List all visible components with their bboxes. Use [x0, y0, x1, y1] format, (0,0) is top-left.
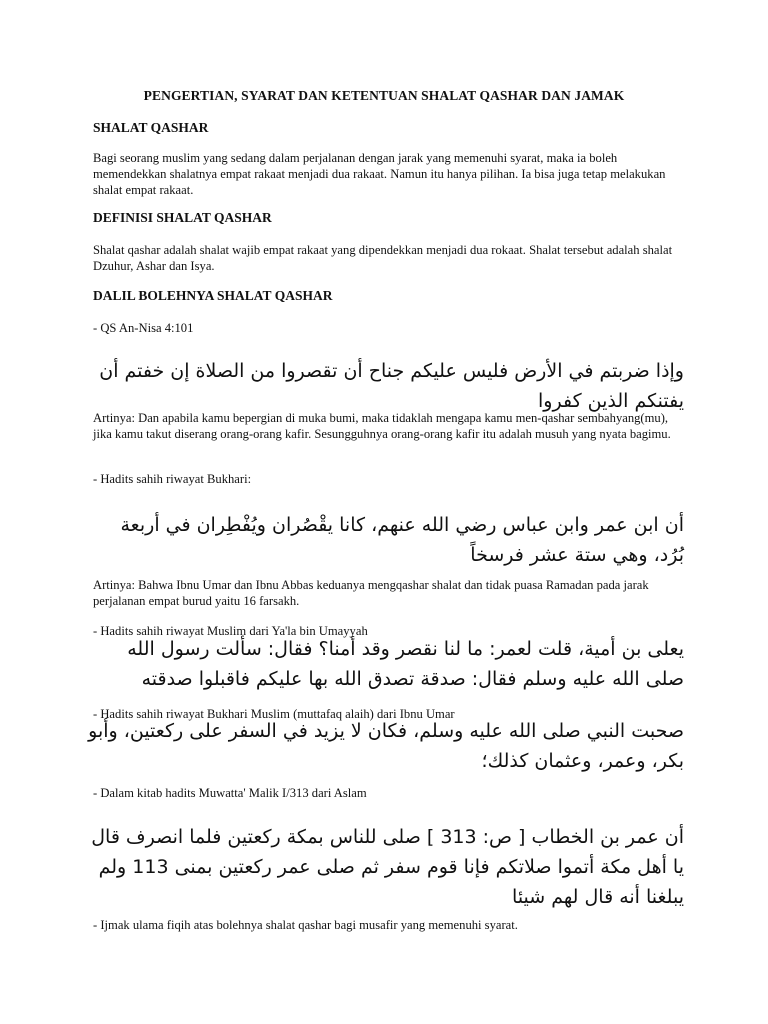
dalil-1-translation: Artinya: Dan apabila kamu bepergian di muka bumi, maka tidaklah mengapa kamu men-qashar sembahyang(mu), jika kamu takut diserang orang-orang kafir. Sesungguhnya orang-orang kafir itu adalah musuh yang nyata bagimu. [93, 411, 671, 441]
intro-paragraph: Bagi seorang muslim yang sedang dalam perjalanan dengan jarak yang memenuhi syarat, maka ia boleh memendekkan shalatnya empat rakaat menjadi dua rakaat. Namun itu hanya pilihan. Ia bisa juga tetap melakukan shalat empat rakaat. [93, 151, 666, 197]
document-title: PENGERTIAN, SYARAT DAN KETENTUAN SHALAT QASHAR DAN JAMAK [143, 88, 625, 103]
dalil-2-translation: Artinya: Bahwa Ibnu Umar dan Ibnu Abbas keduanya mengqashar shalat dan tidak puasa Ramadan pada jarak perjalanan empat burud yaitu 16 farsakh. [93, 578, 649, 608]
dalil-5-arabic-text: أن عمر بن الخطاب [ ص: 313 ] صلى للناس بمكة ركعتين فلما انصرف قال يا أهل مكة أتموا صلاتكم فإنا قوم سفر ثم صلى عمر ركعتين بمنى 113 ولم يبلغنا أنه قال لهم شيئا [91, 826, 684, 908]
dalil-2-arabic-text: أن ابن عمر وابن عباس رضي الله عنهم، كانا يقْصُران ويُفْطِران في أربعة بُرُد، وهي ستة عشر فرسخاً [120, 514, 684, 566]
dalil-2-source: - Hadits sahih riwayat Bukhari: [93, 472, 252, 486]
dalil-6-ijmak: - Ijmak ulama fiqih atas bolehnya shalat qashar bagi musafir yang memenuhi syarat. [93, 918, 518, 932]
heading-dalil: DALIL BOLEHNYA SHALAT QASHAR [93, 288, 333, 303]
dalil-1-arabic-text: وإذا ضربتم في الأرض فليس عليكم جناح أن تقصروا من الصلاة إن خفتم أن يفتنكم الذين كفروا [99, 360, 684, 412]
heading-shalat-qashar: SHALAT QASHAR [93, 120, 209, 135]
dalil-5-source: - Dalam kitab hadits Muwatta' Malik I/313 dari Aslam [93, 786, 367, 800]
dalil-1-source: - QS An-Nisa 4:101 [93, 321, 194, 335]
dalil-3-source: - Hadits sahih riwayat Muslim dari Ya'la bin Umayyah [93, 624, 368, 638]
dalil-3-arabic-text: يعلى بن أمية، قلت لعمر: ما لنا نقصر وقد أمنا؟ فقال: سألت رسول الله صلى الله عليه وسلم فقال: صدقة تصدق الله بها عليكم فاقبلوا صدقته [127, 638, 684, 690]
dalil-4-source: - Hadits sahih riwayat Bukhari Muslim (muttafaq alaih) dari Ibnu Umar [93, 707, 455, 721]
dalil-4-arabic-text: صحبت النبي صلى الله عليه وسلم، فكان لا يزيد في السفر على ركعتين، وأبو بكر، وعمر، وعثمان كذلك؛ [88, 720, 684, 772]
heading-definisi: DEFINISI SHALAT QASHAR [93, 210, 272, 225]
definisi-paragraph: Shalat qashar adalah shalat wajib empat rakaat yang dipendekkan menjadi dua rokaat. Shalat tersebut adalah shalat Dzuhur, Ashar dan Isya. [93, 243, 673, 273]
